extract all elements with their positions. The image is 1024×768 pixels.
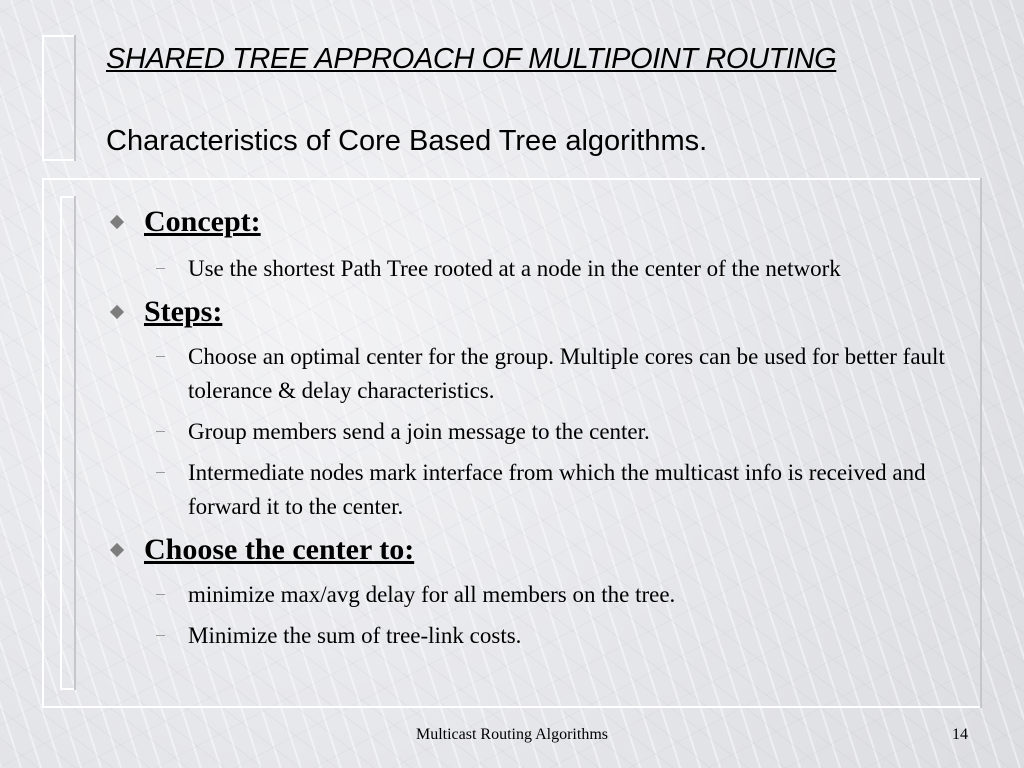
frame-line bbox=[60, 196, 62, 690]
dash-bullet-icon bbox=[156, 431, 165, 432]
sub-bullet-text: minimize max/avg delay for all members on the tree. bbox=[188, 582, 676, 607]
diamond-bullet-icon bbox=[110, 543, 124, 557]
sub-bullet bbox=[106, 415, 976, 449]
slide-content bbox=[106, 205, 976, 653]
frame-line bbox=[42, 178, 44, 708]
sub-bullet bbox=[106, 252, 976, 286]
frame-line bbox=[42, 35, 76, 37]
dash-bullet-icon bbox=[156, 356, 165, 357]
frame-line bbox=[42, 159, 76, 161]
sub-bullet bbox=[106, 578, 976, 612]
sub-bullet bbox=[106, 619, 976, 653]
sub-bullet bbox=[106, 340, 976, 408]
frame-line bbox=[42, 35, 44, 161]
dash-bullet-icon bbox=[156, 268, 165, 269]
bullet-choose-center bbox=[106, 533, 976, 567]
bullet-heading: Concept: bbox=[144, 205, 261, 238]
sub-bullet-text: Choose an optimal center for the group. Multiple cores can be used for better fault tolerance & delay characteristics. bbox=[188, 344, 945, 403]
frame-line bbox=[74, 196, 76, 690]
sub-bullet-text: Use the shortest Path Tree rooted at a node in the center of the network bbox=[188, 256, 841, 281]
page-number: 14 bbox=[952, 726, 968, 743]
bullet-concept bbox=[106, 205, 976, 239]
frame-line bbox=[980, 178, 982, 708]
dash-bullet-icon bbox=[156, 472, 165, 473]
frame-line bbox=[42, 178, 982, 180]
slide-subtitle: Characteristics of Core Based Tree algorithms. bbox=[106, 125, 708, 157]
dash-bullet-icon bbox=[156, 635, 165, 636]
diamond-bullet-icon bbox=[110, 305, 124, 319]
frame-line bbox=[74, 35, 76, 161]
sub-bullet-text: Minimize the sum of tree-link costs. bbox=[188, 623, 522, 648]
bullet-steps bbox=[106, 295, 976, 329]
bullet-heading: Steps: bbox=[144, 295, 223, 328]
footer-text: Multicast Routing Algorithms bbox=[415, 726, 608, 743]
diamond-bullet-icon bbox=[110, 215, 124, 229]
sub-bullet-text: Intermediate nodes mark interface from which the multicast info is received and forward it to the center. bbox=[188, 460, 926, 519]
sub-bullet-text: Group members send a join message to the center. bbox=[188, 419, 650, 444]
bullet-heading: Choose the center to: bbox=[144, 533, 415, 566]
sub-bullet bbox=[106, 456, 976, 524]
dash-bullet-icon bbox=[156, 594, 165, 595]
frame-line bbox=[42, 706, 982, 708]
slide-title: SHARED TREE APPROACH OF MULTIPOINT ROUTING bbox=[106, 43, 837, 75]
